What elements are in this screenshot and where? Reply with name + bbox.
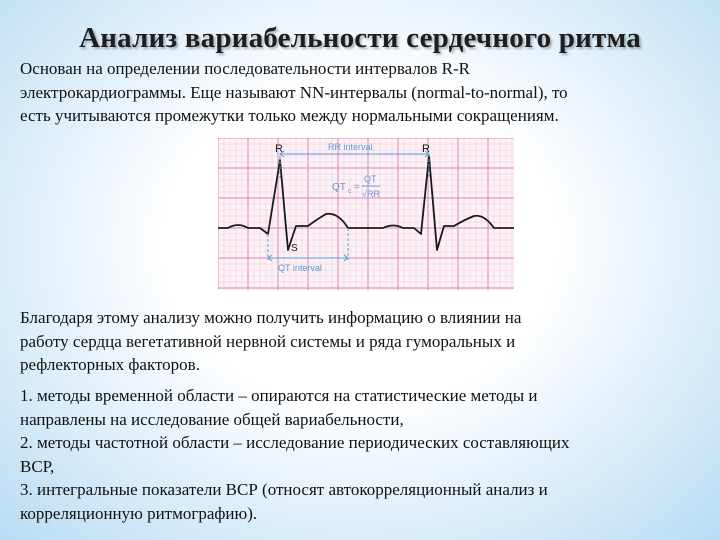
- methods-list: [20, 384, 690, 525]
- intro-line-2: электрокардиограммы. Еще называют NN-интервалы (normal-to-normal), то: [20, 82, 568, 102]
- s-wave-label: S: [291, 243, 298, 254]
- methods-line-5: 3. интегральные показатели ВСР (относят автокорреляционный анализ и: [20, 480, 548, 499]
- formula-denominator: √RR: [362, 189, 380, 199]
- formula-subscript: c: [348, 188, 352, 195]
- formula-lhs: QT: [332, 182, 346, 193]
- r-peak-label-left: R: [275, 143, 283, 155]
- influence-line-3: рефлекторных факторов.: [20, 355, 200, 374]
- formula-numerator: QT: [364, 174, 377, 184]
- formula-equals: =: [354, 182, 360, 193]
- methods-line-1: 1. методы временной области – опираются на статистические методы и: [20, 386, 538, 405]
- intro-line-1: Основан на определении последовательности интервалов R-R: [20, 59, 470, 78]
- r-peak-label-right: R: [422, 143, 430, 155]
- ecg-paper: [218, 138, 514, 290]
- intro-paragraph: [20, 57, 690, 128]
- methods-line-3: 2. методы частотной области – исследование периодических составляющих: [20, 433, 570, 452]
- methods-line-2: направлены на исследование общей вариабельности,: [20, 409, 404, 429]
- influence-line-1: Благодаря этому анализу можно получить информацию о влиянии на: [20, 308, 522, 327]
- influence-paragraph: [20, 306, 690, 377]
- methods-line-4: ВСР,: [20, 456, 55, 476]
- rr-interval-label: RR interval: [328, 142, 373, 152]
- influence-line-2: работу сердца вегетативной нервной системы и ряда гуморальных и: [20, 331, 516, 351]
- slide-title: Анализ вариабельности сердечного ритма: [79, 22, 641, 54]
- ecg-diagram: [218, 138, 514, 290]
- qt-interval-label: QT interval: [278, 263, 322, 273]
- intro-line-3: есть учитываются промежутки только между нормальными сокращениям.: [20, 106, 559, 125]
- methods-line-6: корреляционную ритмографию).: [20, 503, 258, 523]
